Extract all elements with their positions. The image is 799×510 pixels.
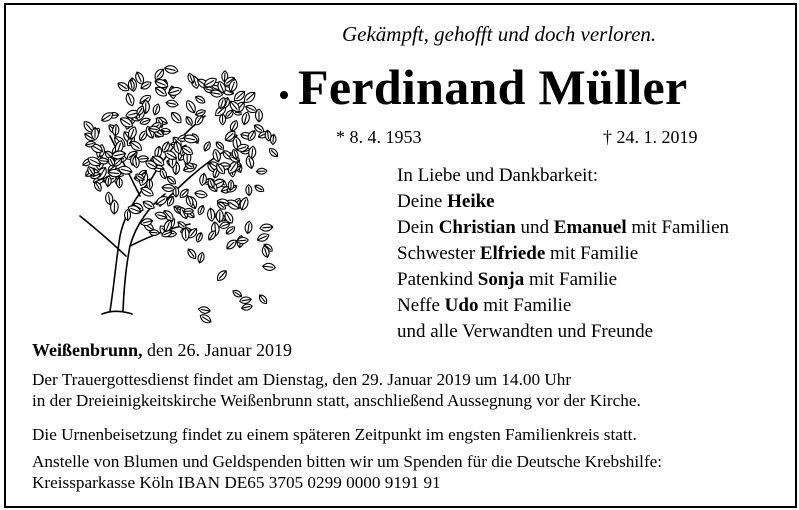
- leaf-mark: [124, 209, 130, 220]
- leaf-mark: [197, 252, 206, 264]
- donation-notice: Anstelle von Blumen und Geldspenden bitten wir um Spenden für die Deutsche Krebshilfe: Kreissparkasse Köln IBAN DE65 3705 0299 0000 9191 91: [32, 452, 663, 492]
- windblown-tree-icon: [40, 56, 280, 336]
- mourner-line: Schwester Elfriede mit Familie: [397, 243, 639, 264]
- mourners-intro: In Liebe und Dankbarkeit:: [397, 165, 599, 186]
- leaf-mark: [186, 247, 198, 260]
- leaf-mark: [164, 64, 179, 74]
- leaf-mark: [239, 296, 251, 304]
- leaf-mark: [241, 111, 251, 125]
- leaf-mark: [149, 230, 159, 236]
- leaf-mark: [92, 127, 99, 140]
- deceased-name: Ferdinand Müller: [298, 59, 688, 115]
- service-notice: Der Trauergottesdienst findet am Dienstag, den 29. Januar 2019 um 14.00 Uhr in der Dreieinigkeitskirche Weißenbrunn statt, anschließend Aussegnung vor der Kirche.: [32, 370, 641, 410]
- motto: Gekämpft, gehofft und doch verloren.: [342, 22, 657, 46]
- bullet-dot-icon: [280, 91, 288, 99]
- leaf-mark: [169, 110, 183, 125]
- mourner-line: Neffe Udo mit Familie: [397, 295, 572, 316]
- leaf-mark: [244, 221, 253, 234]
- leaf-mark: [117, 177, 123, 188]
- death-date: † 24. 1. 2019: [603, 127, 698, 147]
- leaf-mark: [194, 190, 208, 199]
- birth-date: * 8. 4. 1953: [336, 127, 422, 147]
- leaf-mark: [256, 232, 270, 243]
- leaf-mark: [253, 183, 265, 193]
- leaf-mark: [202, 141, 212, 153]
- leaf-mark: [246, 185, 252, 196]
- leaf-mark: [207, 208, 216, 222]
- place: Weißenbrunn,: [32, 340, 143, 360]
- leaf-mark: [162, 184, 175, 192]
- leaf-mark: [260, 223, 273, 231]
- mourners-closing: und alle Verwandten und Freunde: [397, 321, 654, 342]
- leaf-mark: [241, 303, 253, 311]
- leaf-mark: [166, 99, 179, 108]
- leaf-mark: [215, 269, 229, 283]
- date: den 26. Januar 2019: [142, 340, 293, 360]
- urn-notice: Die Urnenbeisetzung findet zu einem späteren Zeitpunkt im engsten Familienkreis statt.: [32, 425, 637, 444]
- leaf-mark: [152, 103, 161, 116]
- leaf-mark: [268, 147, 280, 159]
- leaf-mark: [257, 293, 268, 305]
- mourner-line: Dein Christian und Emanuel mit Familien: [397, 217, 730, 238]
- leaf-mark: [256, 168, 267, 174]
- mourner-line: Patenkind Sonja mit Familie: [397, 269, 618, 290]
- leaf-mark: [198, 306, 211, 314]
- leaf-mark: [231, 289, 243, 299]
- leaf-mark: [228, 119, 239, 132]
- place-date: [32, 340, 292, 361]
- leaf-mark: [212, 148, 222, 162]
- leaf-mark: [141, 199, 155, 211]
- leaf-mark: [225, 238, 239, 251]
- mourners-list: [397, 163, 729, 345]
- leaf-mark: [194, 94, 206, 105]
- leaf-mark: [199, 313, 213, 325]
- mourner-line: Deine Heike: [397, 191, 495, 212]
- leaf-mark: [197, 204, 206, 215]
- leaf-mark: [184, 115, 194, 126]
- leaf-mark: [262, 263, 275, 271]
- leaf-mark: [246, 129, 257, 142]
- leaf-mark: [184, 99, 198, 115]
- leaf-mark: [124, 92, 135, 107]
